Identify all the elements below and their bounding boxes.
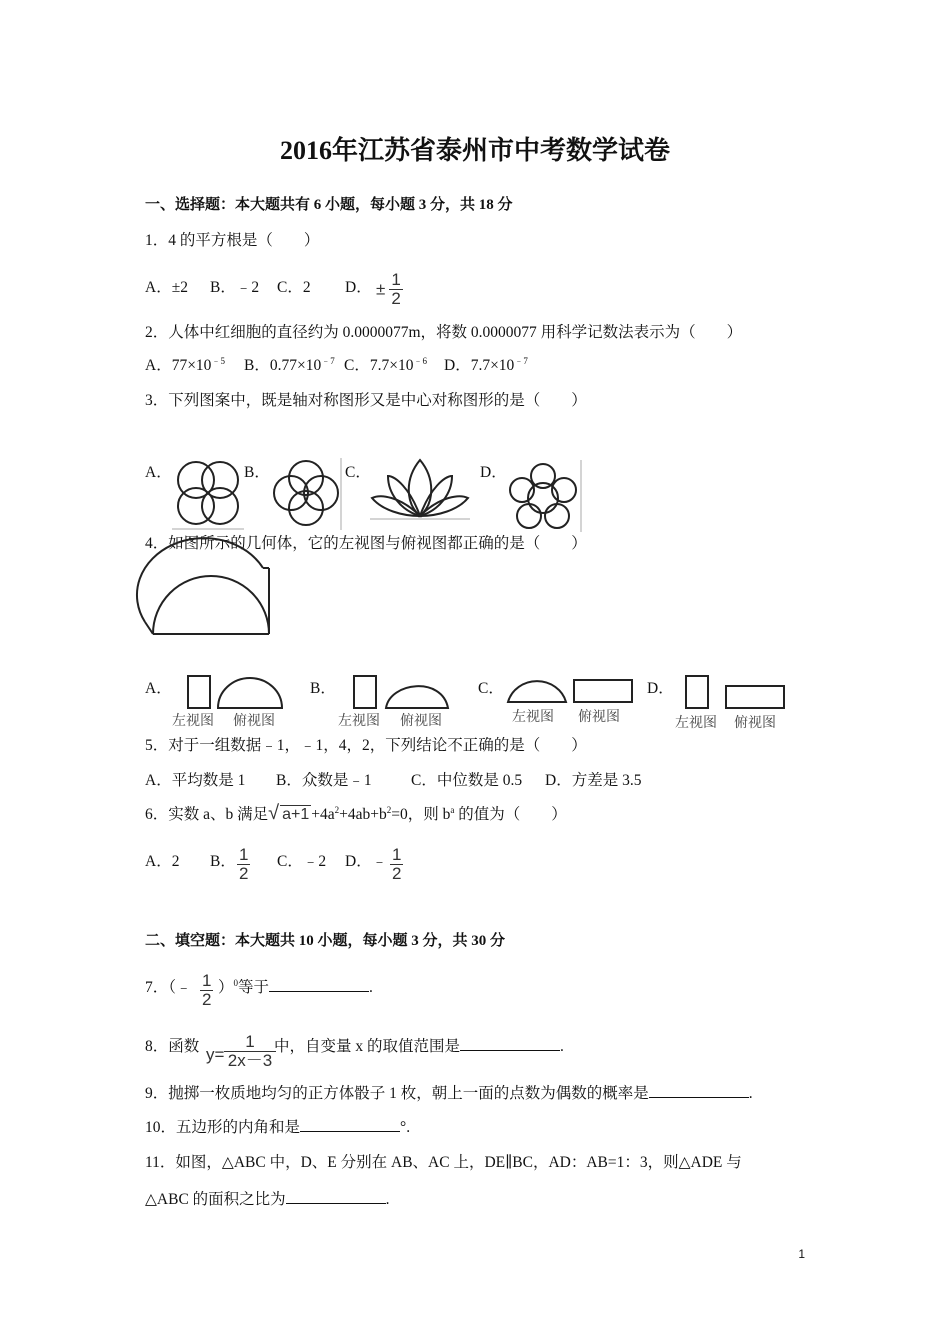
question-5-stem: 5．对于一组数据﹣1，﹣1，4，2，下列结论不正确的是（ ） xyxy=(145,737,587,754)
question-1-option-d-value: ± $\frac{1}{2}$ xyxy=(376,270,401,308)
q4-a-left-view-caption: 左视图 xyxy=(172,712,214,728)
question-11-line-1: 11．如图，△ABC 中，D、E 分别在 AB、AC 上，DE∥BC，AD：AB=1：3，则△ADE 与 xyxy=(145,1154,742,1171)
question-2-option-c: C．$7.7\times 10^{﹣6}$ xyxy=(344,356,427,374)
q4-option-b-views xyxy=(352,674,452,710)
question-3-option-d-label: D． xyxy=(480,464,507,481)
answer-blank-7 xyxy=(269,977,369,992)
question-1-option-b: B．﹣2 xyxy=(210,279,260,296)
question-6-option-b: B． xyxy=(210,853,236,870)
question-9: 9．抛掷一枚质地均匀的正方体骰子 1 枚，朝上一面的点数为偶数的概率是 . xyxy=(145,1085,753,1102)
question-3-stem: 3．下列图案中，既是轴对称图形又是中心对称图形的是（ ） xyxy=(145,392,587,409)
question-10: 10．五边形的内角和是 °. xyxy=(145,1119,411,1136)
question-6-stem: 6．实数 a、b 满足 √ $a+1 +4a^2+4ab+b^2=0$，则 $b^a$ 的值为（ ） xyxy=(145,802,567,824)
question-4-option-a-label: A． xyxy=(145,680,172,697)
page-number: 1 xyxy=(798,1247,805,1261)
q4-b-left-view-caption: 左视图 xyxy=(338,712,380,728)
question-11-line-2: △ABC 的面积之比为 . xyxy=(145,1191,390,1208)
question-8-y: y= xyxy=(206,1045,225,1064)
sqrt-expression: √ a+1 xyxy=(268,802,310,824)
question-6-option-a: A．2 xyxy=(145,853,180,870)
q4-a-top-view-caption: 俯视图 xyxy=(233,712,275,728)
question-1-option-a: A．±2 xyxy=(145,279,188,296)
q4-option-a-views xyxy=(186,674,286,710)
pattern-four-circles-pinwheel xyxy=(172,458,244,530)
q4-d-top-view-caption: 俯视图 xyxy=(734,714,776,730)
question-5-option-c: C．中位数是 0.5 xyxy=(411,772,523,789)
question-1-option-c: C．2 xyxy=(277,279,311,296)
answer-blank-9 xyxy=(649,1083,749,1098)
page-title: 2016年江苏省泰州市中考数学试卷 xyxy=(279,136,670,165)
question-6-option-d-value: $\frac{1}{2}$ xyxy=(392,845,402,883)
question-2-option-a: A．$77\times 10^{﹣5}$ xyxy=(145,356,225,374)
question-6-option-c: C．﹣2 xyxy=(277,853,327,870)
question-3-option-a-label: A． xyxy=(145,464,172,481)
answer-blank-11 xyxy=(286,1189,386,1204)
question-2-option-d: D．$7.7\times 10^{﹣7}$ xyxy=(444,356,528,374)
question-1-option-d: D． xyxy=(345,279,372,296)
section-1-heading: 一、选择题：本大题共有 6 小题，每小题 3 分，共 18 分 xyxy=(145,197,513,213)
question-6-option-d: D．﹣ xyxy=(345,853,388,870)
question-7-prefix: 7．（﹣ xyxy=(145,979,192,996)
pattern-flower xyxy=(504,460,582,532)
question-4-stem: 4．如图所示的几何体，它的左视图与俯视图都正确的是（ ） xyxy=(145,535,587,552)
question-7-rest: ）$^0$等于 . xyxy=(218,978,373,996)
q4-b-top-view-caption: 俯视图 xyxy=(400,712,442,728)
question-8-rest: 中，自变量 x 的取值范围是 . xyxy=(274,1038,564,1055)
question-5-option-d: D．方差是 3.5 xyxy=(545,772,642,789)
question-4-option-d-label: D． xyxy=(647,680,674,697)
question-1-stem: 1．4 的平方根是（ ） xyxy=(145,232,320,249)
question-5-option-a: A．平均数是 1 xyxy=(145,772,246,789)
question-2-stem: 2．人体中红细胞的直径约为 0.0000077m，将数 0.0000077 用科学记数法表示为（ ） xyxy=(145,324,743,341)
answer-blank-8 xyxy=(460,1036,560,1051)
question-2-option-b: B．$0.77\times 10^{﹣7}$ xyxy=(244,356,335,374)
q4-d-left-view-caption: 左视图 xyxy=(675,714,717,730)
pattern-four-circles-cross xyxy=(270,458,342,530)
question-3-option-c-label: C． xyxy=(345,464,371,481)
question-5-option-b: B．众数是﹣1 xyxy=(276,772,372,789)
section-2-heading: 二、填空题：本大题共 10 小题，每小题 3 分，共 30 分 xyxy=(145,933,506,949)
question-4-option-b-label: B． xyxy=(310,680,336,697)
q4-option-c-views xyxy=(506,672,634,706)
q4-option-d-views xyxy=(684,674,786,710)
geometric-solid-figure xyxy=(143,562,273,636)
pattern-lotus xyxy=(370,458,470,520)
question-3-option-b-label: B． xyxy=(244,464,270,481)
question-8-prefix: 8．函数 xyxy=(145,1038,200,1055)
question-7-fraction: $\frac{1}{2}$ xyxy=(202,971,212,1009)
question-4-option-c-label: C． xyxy=(478,680,504,697)
q4-c-top-view-caption: 俯视图 xyxy=(578,708,620,724)
answer-blank-10 xyxy=(300,1117,400,1132)
q4-c-left-view-caption: 左视图 xyxy=(512,708,554,724)
question-6-option-b-value: $\frac{1}{2}$ xyxy=(239,845,249,883)
question-8-fraction: $\frac{1}{2x-3}$ xyxy=(224,1033,276,1070)
